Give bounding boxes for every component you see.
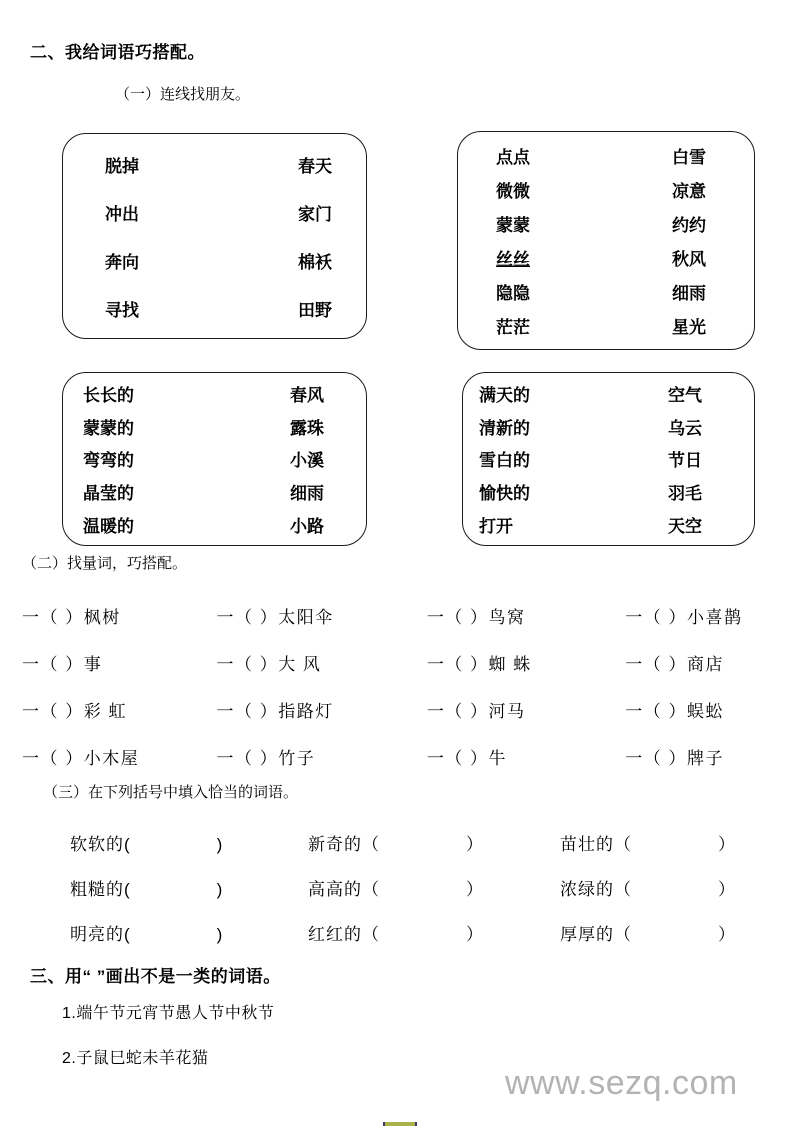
match-right-word[interactable]: 秋风 (672, 250, 706, 269)
match-row (83, 410, 324, 443)
fill-blank-item[interactable] (560, 830, 760, 855)
fill-blank-closer: ） (466, 880, 484, 899)
match-right-word[interactable]: 细雨 (672, 284, 706, 303)
match-row (83, 443, 324, 476)
measure-word-item[interactable]: 一（ ）牛 (426, 749, 508, 768)
match-row (479, 410, 702, 443)
match-left-word[interactable]: 微微 (496, 182, 530, 201)
match-box-2 (457, 131, 755, 350)
subsection-three-heading: （三）在下列括号中填入恰当的词语。 (43, 784, 299, 801)
match-row (105, 188, 332, 236)
fill-blank-label: 高高的（ (308, 880, 380, 899)
match-left-word[interactable]: 弯弯的 (83, 451, 134, 471)
fill-blank-item[interactable] (70, 875, 308, 900)
match-right-word[interactable]: 凉意 (672, 182, 706, 201)
match-right-word[interactable]: 春风 (290, 385, 324, 405)
fill-blank-label: 粗糙的( (70, 880, 131, 899)
match-left-word[interactable]: 打开 (479, 517, 513, 537)
measure-word-item[interactable]: 一（ ）牌子 (625, 749, 724, 768)
match-row (83, 475, 324, 508)
fill-blank-item[interactable] (70, 830, 308, 855)
measure-word-item[interactable]: 一（ ）蜈蚣 (625, 702, 724, 721)
measure-word-row (22, 592, 784, 639)
measure-word-row (22, 639, 784, 686)
fill-blank-closer: ） (718, 880, 736, 899)
match-left-word[interactable]: 隐隐 (496, 284, 530, 303)
match-right-word[interactable]: 空气 (668, 385, 702, 405)
fill-blank-row (70, 910, 770, 955)
match-left-word[interactable]: 雪白的 (479, 451, 530, 471)
match-row (83, 508, 324, 541)
match-right-word[interactable]: 小溪 (290, 451, 324, 471)
fill-blank-item[interactable] (70, 920, 308, 945)
fill-blank-closer: ) (216, 880, 224, 899)
match-left-word[interactable]: 冲出 (105, 204, 139, 224)
fill-blank-row (70, 865, 770, 910)
question-item[interactable]: 2.子鼠巳蛇未羊花猫 (62, 1050, 209, 1067)
match-right-word[interactable]: 约约 (672, 216, 706, 235)
measure-word-item[interactable]: 一（ ）事 (22, 655, 103, 674)
match-right-word[interactable]: 田野 (298, 300, 332, 320)
match-row (479, 377, 702, 410)
match-row (83, 377, 324, 410)
match-right-word[interactable]: 露珠 (290, 418, 324, 438)
match-right-word[interactable]: 细雨 (290, 484, 324, 504)
bottom-progress-bar (383, 1122, 417, 1126)
subsection-one-heading: （一）连线找朋友。 (115, 86, 251, 103)
measure-word-item[interactable]: 一（ ）鸟窝 (426, 608, 526, 627)
match-right-word[interactable]: 春天 (298, 156, 332, 176)
match-right-word[interactable]: 家门 (298, 204, 332, 224)
match-right-word[interactable]: 小路 (290, 517, 324, 537)
measure-word-item[interactable]: 一（ ）小木屋 (22, 749, 140, 768)
fill-blank-label: 明亮的( (70, 925, 131, 944)
question-item[interactable]: 1.端午节元宵节愚人节中秋节 (62, 1005, 275, 1022)
match-row (479, 508, 702, 541)
match-left-word[interactable]: 温暖的 (83, 517, 134, 537)
match-row (479, 475, 702, 508)
match-left-word[interactable]: 点点 (496, 148, 530, 167)
fill-blank-closer: ） (718, 835, 736, 854)
fill-blank-item[interactable] (560, 920, 760, 945)
fill-blank-item[interactable] (308, 875, 560, 900)
match-right-word[interactable]: 节日 (668, 451, 702, 471)
match-row (496, 241, 706, 275)
fill-blank-closer: ) (216, 835, 224, 854)
fill-blank-closer: ) (216, 925, 224, 944)
match-box-3-rows (63, 373, 366, 545)
match-box-4-rows (463, 373, 754, 545)
match-row (105, 140, 332, 188)
match-row (496, 173, 706, 207)
match-box-3 (62, 372, 367, 546)
match-left-word[interactable]: 满天的 (479, 385, 530, 405)
match-box-1 (62, 133, 367, 339)
match-left-word[interactable]: 蒙蒙的 (83, 418, 134, 438)
fill-blank-label: 软软的( (70, 835, 131, 854)
match-right-word[interactable]: 乌云 (668, 418, 702, 438)
match-row (105, 236, 332, 284)
fill-blank-item[interactable] (560, 875, 760, 900)
match-right-word[interactable]: 天空 (668, 517, 702, 537)
measure-word-row (22, 686, 784, 733)
match-row (479, 443, 702, 476)
match-left-word[interactable]: 茫茫 (496, 318, 530, 337)
fill-blank-row (70, 820, 770, 865)
fill-blank-label: 苗壮的（ (560, 835, 632, 854)
fill-blank-closer: ） (718, 925, 736, 944)
match-row (105, 284, 332, 332)
fill-blank-item[interactable] (308, 830, 560, 855)
measure-word-row (22, 733, 784, 780)
measure-word-grid (22, 592, 784, 780)
match-box-2-rows (458, 132, 754, 349)
measure-word-item[interactable]: 一（ ）河马 (426, 702, 526, 721)
fill-blank-item[interactable] (308, 920, 560, 945)
match-row (496, 207, 706, 241)
measure-word-item[interactable]: 一（ ）竹子 (216, 749, 316, 768)
match-right-word[interactable]: 白雪 (672, 148, 706, 167)
fill-blank-label: 厚厚的（ (560, 925, 632, 944)
fill-blank-label: 红红的（ (308, 925, 380, 944)
match-left-word[interactable]: 清新的 (479, 418, 530, 438)
measure-word-item[interactable]: 一（ ）大 风 (216, 655, 322, 674)
match-left-word[interactable]: 奔向 (105, 252, 139, 272)
match-right-word[interactable]: 棉袄 (298, 252, 332, 272)
section-three-heading: 三、用“ ”画出不是一类的词语。 (30, 967, 281, 986)
match-left-word[interactable]: 愉快的 (479, 484, 530, 504)
match-row (496, 275, 706, 309)
match-box-4 (462, 372, 755, 546)
section-two-heading: 二、我给词语巧搭配。 (30, 43, 205, 62)
fill-blank-grid (70, 820, 770, 955)
measure-word-item[interactable]: 一（ ）小喜鹊 (625, 608, 743, 627)
measure-word-item[interactable]: 一（ ）太阳伞 (216, 608, 334, 627)
fill-blank-label: 浓绿的（ (560, 880, 632, 899)
match-left-word[interactable]: 蒙蒙 (496, 216, 530, 235)
match-left-word[interactable]: 寻找 (105, 300, 139, 320)
fill-blank-closer: ） (466, 835, 484, 854)
match-box-1-rows (63, 134, 366, 338)
match-right-word[interactable]: 羽毛 (668, 484, 702, 504)
match-row (496, 309, 706, 343)
match-right-word[interactable]: 星光 (672, 318, 706, 337)
fill-blank-closer: ） (466, 925, 484, 944)
measure-word-item[interactable]: 一（ ）彩 虹 (22, 702, 127, 721)
match-left-word[interactable]: 晶莹的 (83, 484, 134, 504)
subsection-two-heading: （二）找量词，巧搭配。 (22, 555, 188, 572)
match-left-word[interactable]: 长长的 (83, 385, 134, 405)
watermark: www.sezq.com (505, 1064, 738, 1102)
measure-word-item[interactable]: 一（ ）蜘 蛛 (426, 655, 532, 674)
match-left-word[interactable]: 脱掉 (105, 156, 139, 176)
fill-blank-label: 新奇的（ (308, 835, 380, 854)
measure-word-item[interactable]: 一（ ）商店 (625, 655, 724, 674)
match-left-word[interactable]: 丝丝 (496, 250, 530, 269)
match-row (496, 139, 706, 173)
question-list (62, 1000, 274, 1090)
measure-word-item[interactable]: 一（ ）指路灯 (216, 702, 334, 721)
measure-word-item[interactable]: 一（ ）枫树 (22, 608, 121, 627)
